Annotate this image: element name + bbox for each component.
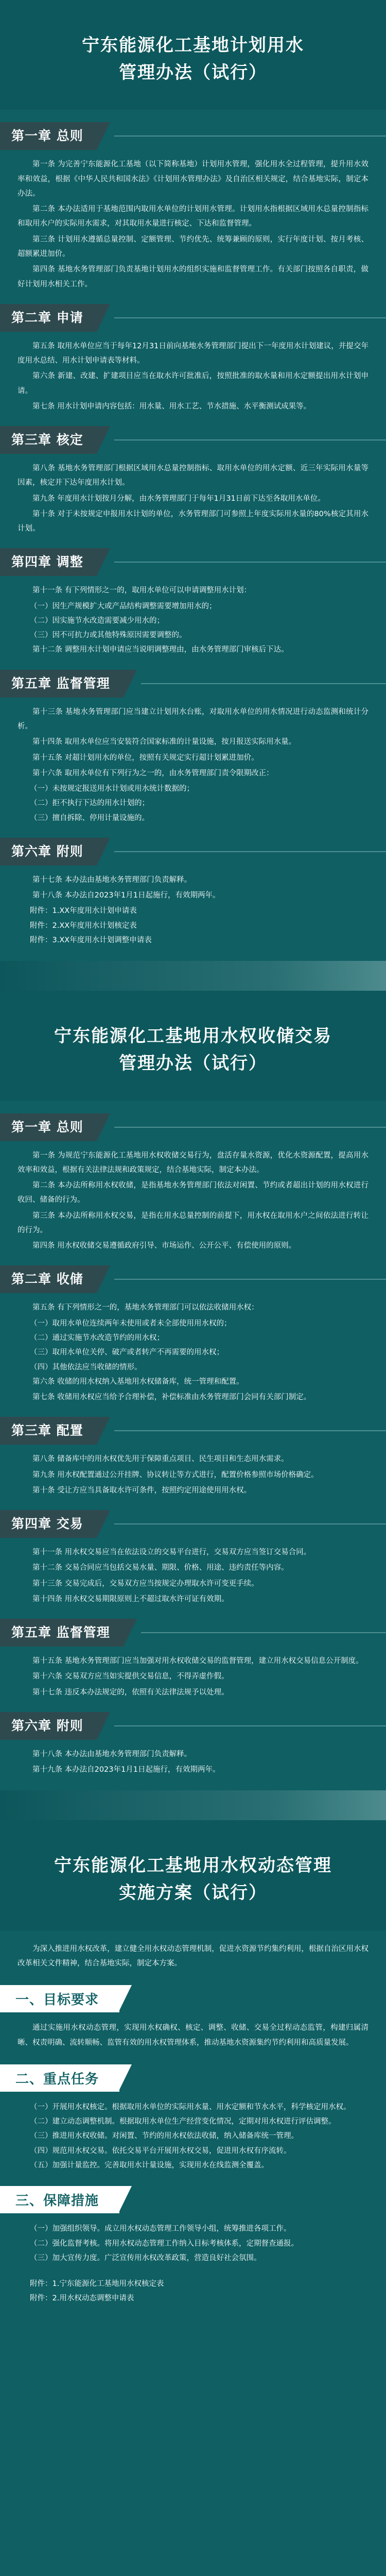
doc1-chapter6-header [0,838,386,866]
article: 第七条 用水计划申请内容包括：用水量、用水工艺、节水措施、水平衡测试成果等。 [32,402,311,411]
doc2-chapter4-header [0,1510,386,1538]
article: 第十五条 对超计划用水的单位，按照有关规定实行超计划累进加价。 [32,753,259,762]
article: 第十六条 取用水单位有下列行为之一的，由水务管理部门责令限期改正： [32,769,274,777]
doc3 [0,1820,386,2336]
list-item: （四）其他依法应当收储的情形。 [30,1363,142,1371]
chapter-label: 第六章 附则 [0,1712,97,1740]
section-paragraph: 通过实施用水权动态管理，实现用水权确权、核定、调整、收储、交易全过程动态监管，构建归属清晰、权责明确、流转顺畅、监管有效的用水权管理体系，推动基地水资源集约节约利用和高质量发展。 [17,2024,369,2047]
doc1-chapter1-header [0,122,386,150]
doc2-chapter3-header [0,1417,386,1445]
list-item: （二）通过实施节水改造节约的用水权； [30,1333,164,1342]
article: 第十七条 本办法由基地水务管理部门负责解释。 [32,875,192,884]
article: 第五条 有下列情形之一的，基地水务管理部门可以依法收储用水权： [32,1303,259,1312]
article: 第六条 收储的用水权纳入基地用水权储备库，统一管理和配置。 [32,1377,244,1386]
chapter-rule [114,1430,386,1431]
measure-item: （三）加大宣传力度。广泛宣传用水权改革政策，营造良好社会氛围。 [30,2253,261,2262]
chapter-rule [141,683,386,684]
doc1 [0,0,386,991]
spacer [0,1930,386,1942]
measure-item: （一）加强组织领导。成立用水权动态管理工作领导小组，统筹推进各项工作。 [30,2225,291,2233]
article: 第一条 为规范宁东能源化工基地用水权收储交易行为，盘活存量水资源，优化水资源配置，提高用水效率和效益，根据有关法律法规和政策规定，结合基地实际，制定本办法。 [17,1151,369,1174]
article: 第八条 基地水务管理部门根据区域用水总量控制指标、取用水单位的用水定额、近三年实际用水量等因素，核定并下达年度用水计划。 [17,464,369,487]
article: 第二条 本办法适用于基地范围内取用水单位的计划用水管理。计划用水指根据区域用水总量控制指标和取用水户的实际用水需求，对其取用水量进行核定、下达和监督管理。 [17,205,369,228]
doc2 [0,991,386,1820]
chapter-label: 第三章 核定 [0,426,97,454]
doc3-section2-header: 二、重点任务 [0,2064,119,2092]
doc2-chapter1-header [0,1113,386,1141]
doc2-chapter5-header [0,1619,386,1647]
attachment-item: 附件：2.用水权动态调整申请表 [30,2294,134,2303]
list-item: （三）取用水单位关停、破产或者转产不再需要的用水权； [30,1348,224,1357]
article: 第十七条 违反本办法规定的，依照有关法律法规予以处理。 [32,1688,229,1697]
article: 第九条 年度用水计划按月分解，由水务管理部门于每年1月31日前下达至各取用水单位。 [32,494,325,503]
doc2-title-line2: 管理办法（试行） [119,1053,267,1074]
doc1-title-block [0,0,386,110]
list-item: （一）未按规定报送用水计划或用水统计数据的； [30,785,194,793]
article: 第九条 用水权配置通过公开挂牌、协议转让等方式进行，配置价格参照市场价格确定。 [32,1470,319,1479]
chapter-label: 第五章 监督管理 [0,1619,124,1647]
chapter-rule [114,439,386,440]
article: 第十六条 交易双方应当如实提供交易信息，不得弄虚作假。 [32,1672,229,1681]
chapter-label: 第四章 调整 [0,548,97,576]
article: 第二条 本办法所称用水权收储，是指基地水务管理部门依法对闲置、节约或者超出计划的用水权进行收回、储备的行为。 [17,1181,369,1205]
attachment-item: 附件：3.XX年度用水计划调整申请表 [30,936,152,944]
article: 第十八条 本办法自2023年1月1日起施行，有效期两年。 [32,891,220,900]
chapter-label: 第一章 总则 [0,1113,97,1141]
chapter-rule [114,317,386,318]
chapter-rule [114,1127,386,1128]
chapter-label: 第二章 申请 [0,304,97,332]
attachment-item: 附件：1.宁东能源化工基地用水权核定表 [30,2280,164,2289]
article: 第十三条 基地水务管理部门应当建立计划用水台账，对取用水单位的用水情况进行动态监测和统计分析。 [17,707,369,731]
article: 第十三条 交易完成后，交易双方应当按规定办理取水许可变更手续。 [32,1579,259,1588]
doc3-title-block [0,1820,386,1930]
section-divider [0,961,386,991]
article: 第一条 为完善宁东能源化工基地（以下简称基地）计划用水管理，强化用水全过程管理，提升用水效率和效益，根据《中华人民共和国水法》《计划用水管理办法》及自治区相关规定，结合基地实际，制定本办法。 [17,160,369,198]
article: 第十五条 基地水务管理部门应当加强对用水权收储交易的监督管理，建立用水权交易信息公开制度。 [32,1657,363,1666]
chapter-label: 第六章 附则 [0,838,97,866]
chapter-label: 第一章 总则 [0,122,97,150]
article: 第八条 储备库中的用水权优先用于保障重点项目、民生项目和生态用水需求。 [32,1455,289,1464]
doc2-chapter6-header [0,1712,386,1740]
intro-paragraph: 为深入推进用水权改革，建立健全用水权动态管理机制，促进水资源节约集约利用，根据自治区用水权改革相关文件精神，结合基地实际，制定本方案。 [17,1944,369,1968]
doc1-chapter5-header [0,670,386,698]
chapter-label: 第二章 收储 [0,1265,97,1293]
chapter-rule [114,1725,386,1726]
list-item: （二）拒不执行下达的用水计划的； [30,799,149,808]
chapter-label: 第五章 监督管理 [0,670,124,698]
article: 第十一条 有下列情形之一的，取用水单位可以申请调整用水计划： [32,586,252,595]
chapter-rule [114,135,386,137]
article: 第三条 本办法所称用水权交易，是指在用水总量控制的前提下，用水权在取用水户之间依法进行转让的行为。 [17,1211,369,1234]
article: 第六条 新建、改建、扩建项目应当在取水许可批准后，按照批准的取水量和用水定额提出用水计划申请。 [17,372,369,395]
task-item: （四）规范用水权交易。依托交易平台开展用水权交易，促进用水权有序流转。 [30,2146,291,2155]
doc1-title-line1: 宁东能源化工基地计划用水 [82,35,304,56]
chapter-label: 第三章 配置 [0,1417,97,1445]
attachment-item: 附件：1.XX年度用水计划申请表 [30,907,137,916]
task-item: （二）建立动态调整机制。根据取用水单位生产经营变化情况，定期对用水权进行评估调整。 [30,2117,336,2126]
measure-item: （二）强化监督考核。将用水权动态管理工作纳入目标考核体系，定期督查通报。 [30,2239,299,2248]
chapter-rule [114,562,386,563]
article: 第三条 计划用水遵循总量控制、定额管理、节约优先、统筹兼顾的原则，实行年度计划、按月考核、超额累进加价。 [17,235,369,258]
task-item: （五）加强计量监控。完善取用水计量设施，实现用水在线监测全覆盖。 [30,2161,269,2170]
spacer [0,2265,386,2277]
article: 第十二条 调整用水计划申请应当说明调整理由，由水务管理部门审核后下达。 [32,646,289,654]
doc1-chapter4-header [0,548,386,576]
doc2-title-block [0,991,386,1100]
doc3-section3-header: 三、保障措施 [0,2186,119,2213]
article: 第四条 用水权收储交易遵循政府引导、市场运作、公开公平、有偿使用的原则。 [32,1242,296,1250]
list-item: （二）因实施节水改造需要减少用水的； [30,616,164,625]
article: 第五条 取用水单位应当于每年12月31日前向基地水务管理部门提出下一年度用水计划建议，并提交年度用水总结、用水计划申请表等材料。 [17,342,369,365]
list-item: （三）因不可抗力或其他特殊原因需要调整的。 [30,631,187,640]
chapter-label: 第四章 交易 [0,1510,97,1538]
doc3-title-line2: 实施方案（试行） [119,1883,267,1904]
task-item: （一）开展用水权核定。根据取用水单位的实际用水量、用水定额和节水水平，科学核定用水权。 [30,2103,351,2111]
doc1-chapter3-header [0,426,386,454]
list-item: （一）取用水单位连续两年未使用或者未全部使用用水权的； [30,1319,232,1328]
doc2-chapter2-header [0,1265,386,1293]
list-item: （一）因生产规模扩大或产品结构调整需要增加用水的； [30,602,217,611]
list-item: （三）擅自拆除、停用计量设施的。 [30,814,149,822]
section-divider [0,1790,386,1820]
doc2-title-line1: 宁东能源化工基地用水权收储交易 [54,1026,332,1047]
article: 第四条 基地水务管理部门负责基地计划用水的组织实施和监督管理工作。有关部门按照各自职责，做好计划用水相关工作。 [17,265,369,289]
article: 第七条 收储用水权应当给予合理补偿，补偿标准由水务管理部门会同有关部门制定。 [32,1393,311,1402]
article: 第十八条 本办法由基地水务管理部门负责解释。 [32,1750,192,1758]
chapter-rule [114,1279,386,1280]
attachment-item: 附件：2.XX年度用水计划核定表 [30,921,137,930]
chapter-rule [141,1632,386,1633]
doc3-title-line1: 宁东能源化工基地用水权动态管理 [54,1855,332,1876]
doc3-section1-header: 一、目标要求 [0,1985,119,2012]
article: 第十条 对于未按规定申报用水计划的单位，水务管理部门可参照上年度实际用水量的80%核定其用水计划。 [17,510,369,533]
article: 第十条 受让方应当具备取水许可条件，按照约定用途使用用水权。 [32,1486,252,1495]
article: 第十四条 取用水单位应当安装符合国家标准的计量设施，按月报送实际用水量。 [32,738,296,747]
doc1-title-line2: 管理办法（试行） [119,62,267,83]
chapter-rule [114,851,386,852]
article: 第十九条 本办法自2023年1月1日起施行，有效期两年。 [32,1766,220,1774]
doc1-chapter2-header [0,304,386,332]
article: 第十四条 用水权交易期限原则上不超过取水许可证有效期。 [32,1595,229,1603]
footer-space [0,2306,386,2337]
task-item: （三）推进用水权收储。对闲置、节约的用水权依法收储，纳入储备库统一管理。 [30,2132,299,2141]
chapter-rule [114,1523,386,1524]
article: 第十二条 交易合同应当包括交易水量、期限、价格、用途、违约责任等内容。 [32,1564,289,1572]
article: 第十一条 用水权交易应当在依法设立的交易平台进行，交易双方应当签订交易合同。 [32,1548,311,1557]
